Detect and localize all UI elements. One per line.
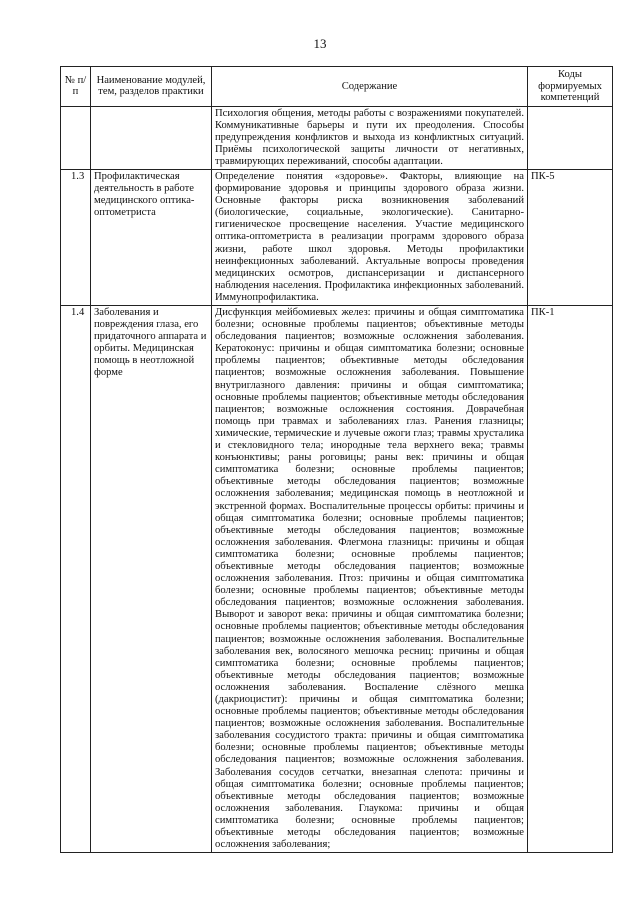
row-module: Профилактическая деятельность в работе медицинского оптика-оптометриста: [91, 169, 212, 305]
header-module: Наименование модулей, тем, разделов практики: [91, 67, 212, 107]
row-content: Психология общения, методы работы с возражениями покупателей. Коммуникативные барьеры и пути их преодоления. Способы предупреждения конфликтов и выхода из конфликтных ситуаций. Приёмы психологической защиты личности от негативных, травмирующих переживаний, способы адаптации.: [212, 106, 528, 169]
row-number: [61, 106, 91, 169]
row-code: ПК-5: [528, 169, 613, 305]
page-number: 13: [313, 36, 327, 51]
header-content: Содержание: [212, 67, 528, 107]
row-number: 1.3: [61, 169, 91, 305]
table-header-row: [61, 67, 613, 107]
header-num: № п/п: [61, 67, 91, 107]
row-content: Дисфункция мейбомиевых желез: причины и общая симптоматика болезни; основные проблемы пациентов; объективные методы обследования пациентов; возможные осложнения заболевания. Кератоконус: причины и общая симптоматика болезни; основные проблемы пациентов; объективные методы обследования пациентов; возможные осложнения заболевания. Повышение внутриглазного давления: причины и общая симптоматика; основные проблемы пациентов; объективные методы обследования пациентов; возможные осложнения состояния. Доврачебная помощь при травмах и заболеваниях глаз. Ранения глазницы; химические, термические и лучевые ожоги глаз; травмы хрусталика и стекловидного тела; инородные тела верхнего века; травмы конъюнктивы; раны роговицы; раны век: причины и общая симптоматика болезни; основные проблемы пациентов; объективные методы обследования пациентов; возможные осложнения заболевания; медицинская помощь в неотложной и экстренной формах. Воспалительные процессы орбиты: причины и общая симптоматика болезни; основные проблемы пациентов; объективные методы обследования пациентов; возможные осложнения заболевания. Флегмона глазницы: причины и общая симптоматика болезни; основные проблемы пациентов; объективные методы обследования пациентов; возможные осложнения заболевания. Птоз: причины и общая симптоматика болезни; основные проблемы пациентов; объективные методы обследования пациентов; возможные осложнения заболевания. Выворот и заворот века: причины и общая симптоматика болезни; основные проблемы пациентов; объективные методы обследования пациентов; возможные осложнения заболевания. Воспалительные заболевания век, волосяного мешочка ресниц: причины и общая симптоматика болезни; основные проблемы пациентов; объективные методы обследования пациентов; возможные осложнения заболевания. Воспаление слёзного мешка (дакриоцистит): причины и общая симптоматика болезни; основные проблемы пациентов; объективные методы обследования пациентов; возможные осложнения заболевания. Воспалительные заболевания сосудистого тракта: причины и общая симптоматика болезни; основные проблемы пациентов; объективные методы обследования пациентов; возможные осложнения заболевания. Заболевания сосудов сетчатки, внезапная слепота: причины и общая симптоматика болезни; основные проблемы пациентов; объективные методы обследования пациентов; возможные осложнения заболевания. Глаукома: причины и общая симптоматика болезни; основные проблемы пациентов; объективные методы обследования пациентов; возможные осложнения заболевания;: [212, 306, 528, 853]
row-module: Заболевания и повреждения глаза, его придаточного аппарата и орбиты. Медицинская помощь в неотложной форме: [91, 306, 212, 853]
row-number: 1.4: [61, 306, 91, 853]
row-module: [91, 106, 212, 169]
table-row: [61, 106, 613, 169]
row-code: ПК-1: [528, 306, 613, 853]
table-row: [61, 169, 613, 305]
curriculum-table: [60, 66, 613, 853]
header-codes: Коды формируемых компетенций: [528, 67, 613, 107]
row-code: [528, 106, 613, 169]
row-content: Определение понятия «здоровье». Факторы, влияющие на формирование здоровья и принципы здорового образа жизни. Основные факторы риска возникновения заболеваний (биологические, социальные, экологические). Санитарно-гигиеническое просвещение населения. Участие медицинского оптика-оптометриста в реализации программ здорового образа жизни, работе школ здоровья. Методы профилактики неинфекционных заболеваний. Актуальные вопросы проведения медицинских осмотров, диспансеризации и диспансерного наблюдения населения. Профилактика инфекционных заболеваний. Иммунопрофилактика.: [212, 169, 528, 305]
table-row: [61, 306, 613, 853]
